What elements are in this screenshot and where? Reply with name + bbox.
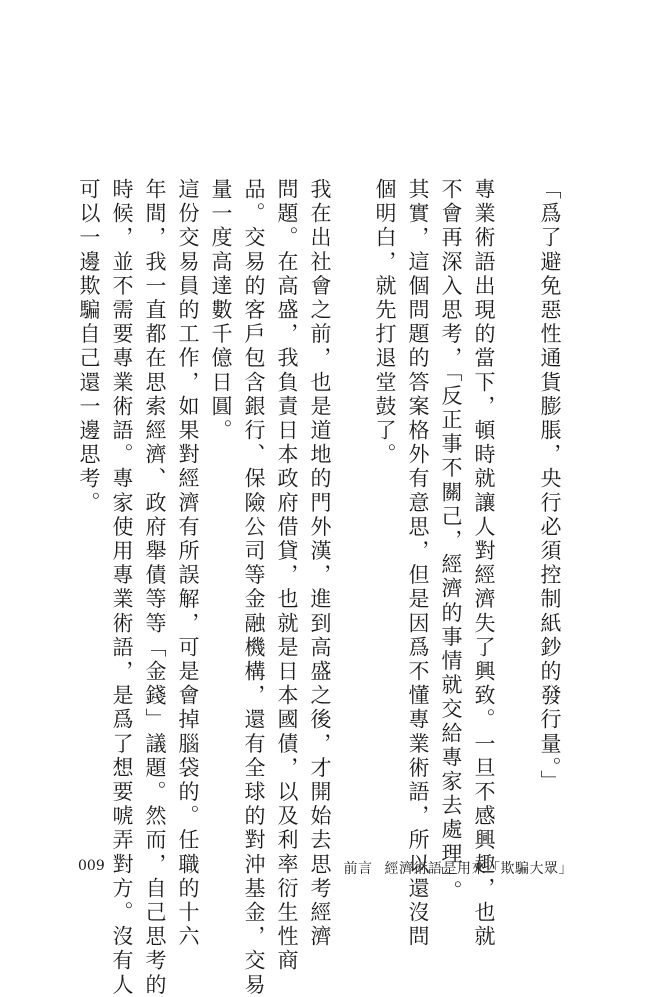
text-line: 問題。在高盛，我負責日本政府借貸，也就是日本國債，以及利率衍生性商 [275, 178, 299, 974]
chapter-title: 經濟術語是用來「欺騙大眾」 [384, 861, 573, 877]
text-line: 時候，並不需要專業術語。專家使用專業術語，是爲了想要唬弄對方。沒有人 [110, 178, 134, 997]
text-line: 年間，我一直都在思索經濟、政府舉債等等「金錢」議題。然而，自己思考的 [143, 178, 167, 997]
text-line: 專業術語出現的當下，頓時就讓人對經濟失了興致。一旦不感興趣，也就 [472, 178, 496, 950]
text-line: 個明白，就先打退堂鼓了。 [373, 178, 397, 468]
text-line: 可以一邊欺騙自己還一邊思考。 [77, 178, 101, 516]
text-line: 量一度高達數千億日圓。 [209, 178, 233, 444]
text-line: 這份交易員的工作，如果對經濟有所誤解，可是會掉腦袋的。任職的十六 [176, 178, 200, 950]
text-line: 其實，這個問題的答案格外有意思，但是因爲不懂專業術語，所以還沒問 [406, 178, 430, 950]
page-number: 009 [78, 858, 105, 874]
text-line: 我在出社會之前，也是道地的門外漢，進到高盛之後，才開始去思考經濟 [308, 178, 332, 950]
text-line: 品。交易的客戶包含銀行、保險公司等金融機構，還有全球的對沖基金，交易 [242, 178, 266, 997]
quote-line: 「爲了避免惡性通貨膨脹，央行必須控制紙鈔的發行量。」 [538, 178, 562, 795]
running-header [344, 858, 574, 878]
text-line: 不會再深入思考，「反正事不關己，經濟的事情就交給專家去處理」。 [439, 178, 463, 905]
section-label: 前言 [343, 861, 373, 877]
